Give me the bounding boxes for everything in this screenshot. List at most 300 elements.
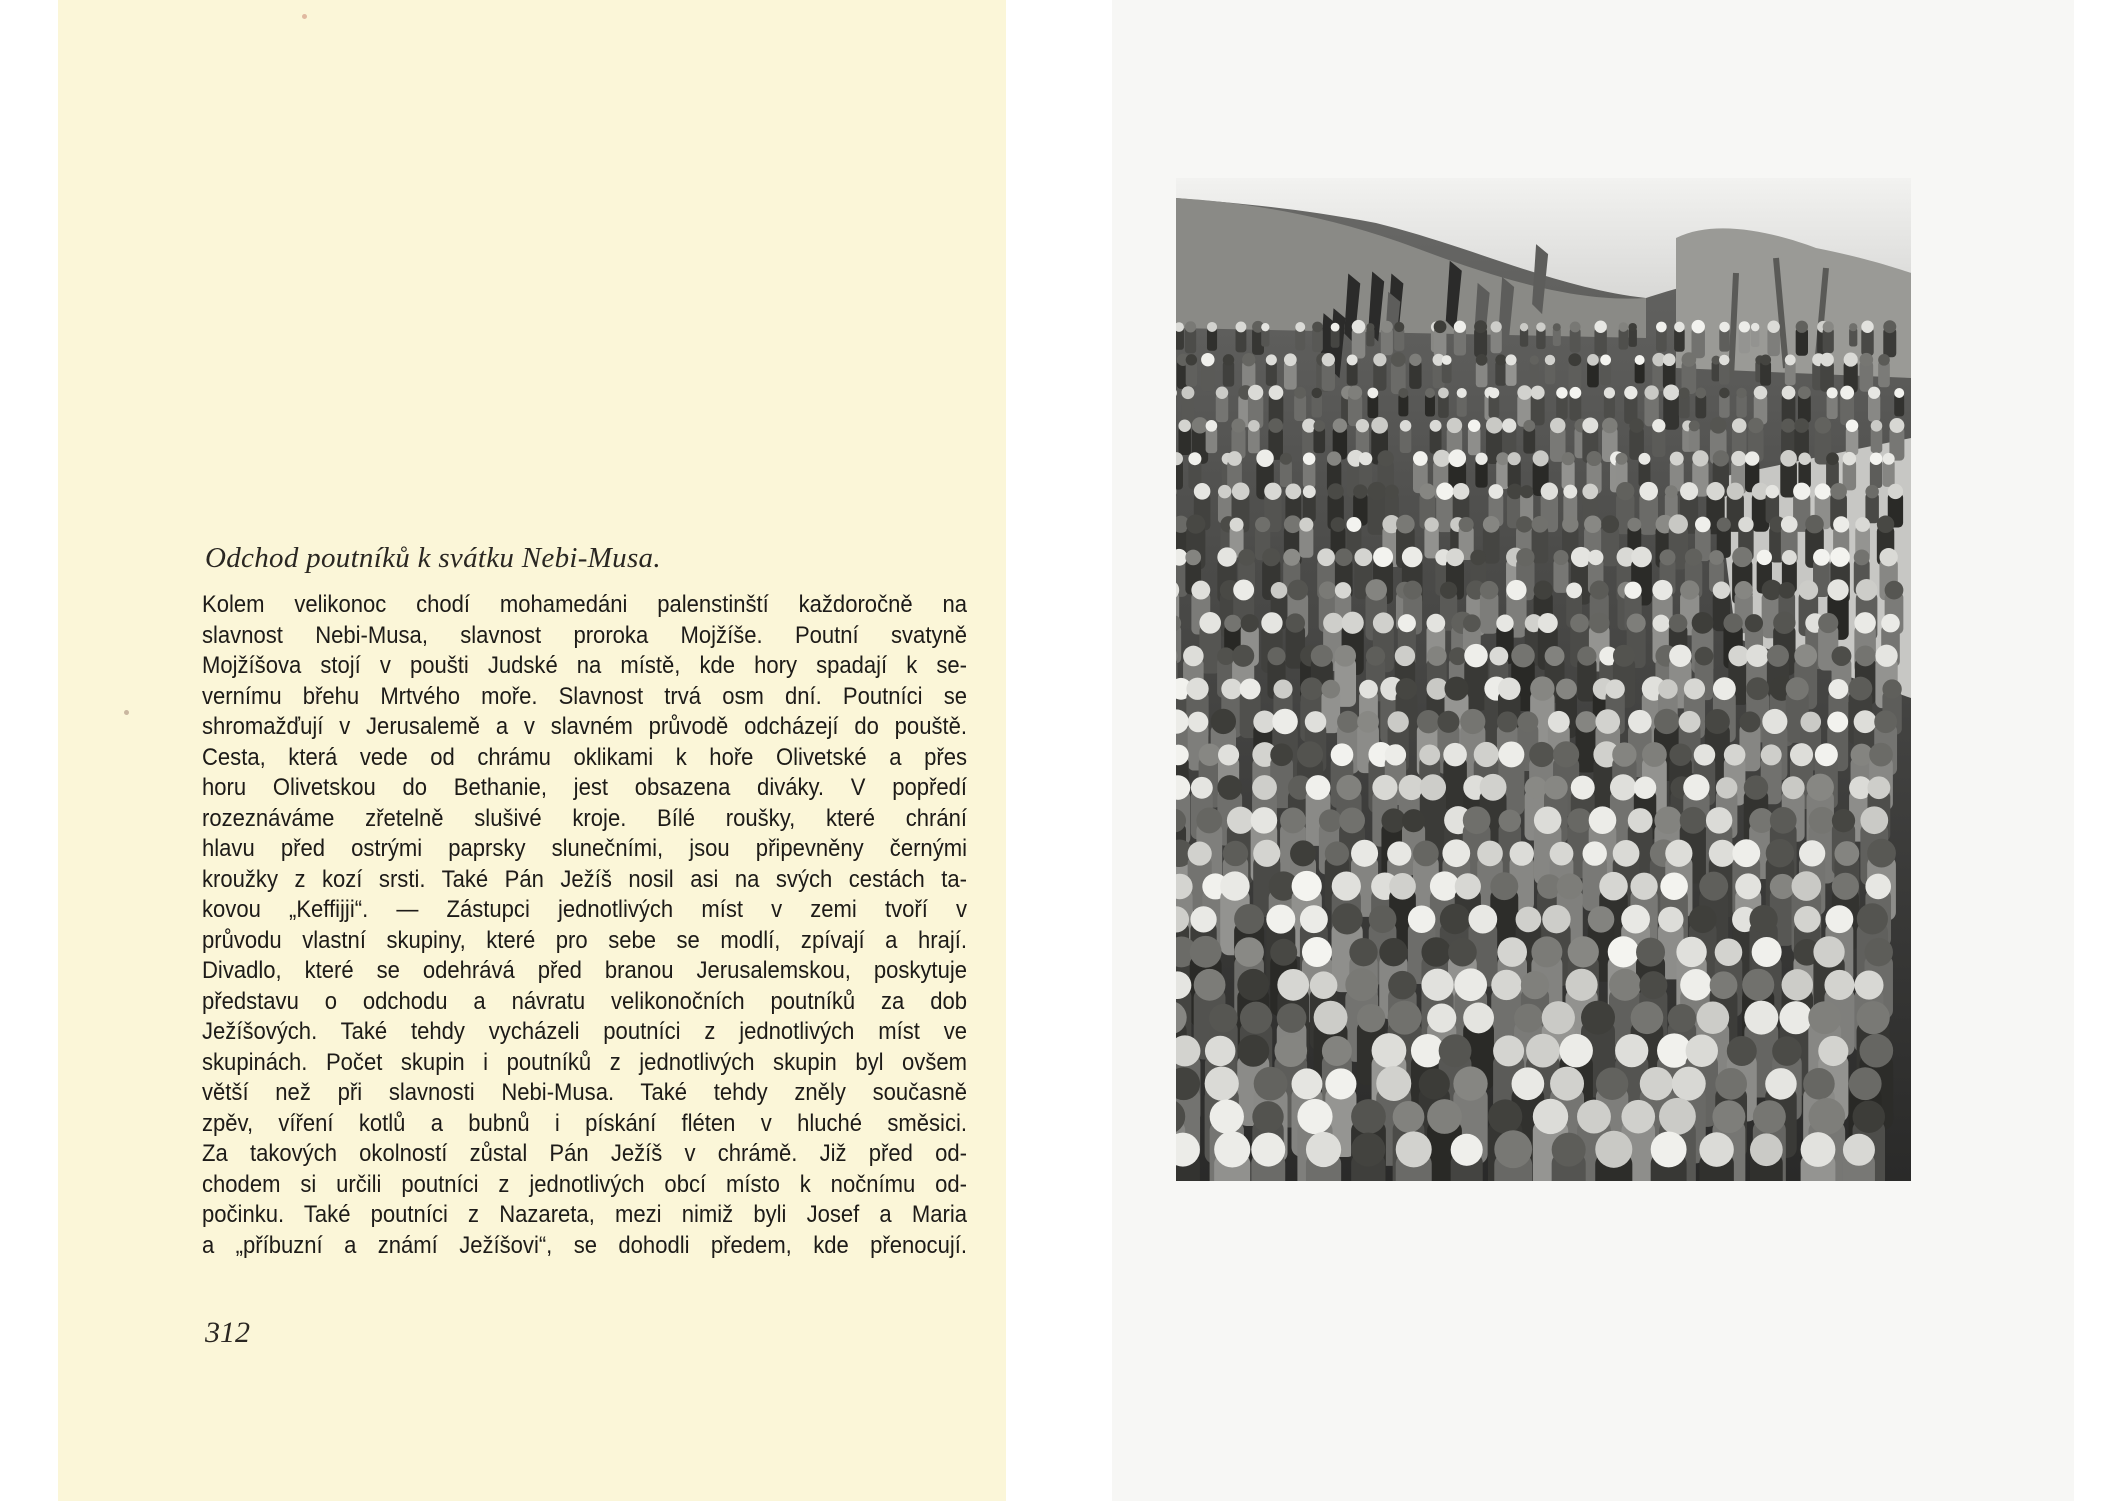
figure-head xyxy=(1782,969,1813,1000)
figure-head xyxy=(1302,937,1332,967)
figure-head xyxy=(1232,482,1250,500)
figure-head xyxy=(1389,873,1416,900)
figure-head xyxy=(1782,386,1796,400)
figure-head xyxy=(1888,484,1903,499)
figure-head xyxy=(1786,677,1809,700)
figure-head xyxy=(1319,809,1342,832)
figure-head xyxy=(1217,647,1235,665)
figure-head xyxy=(1199,612,1221,634)
figure-head xyxy=(1508,452,1521,465)
figure-head xyxy=(1335,548,1353,566)
figure-head xyxy=(1601,515,1619,533)
figure-head xyxy=(1610,774,1636,800)
figure-head xyxy=(1460,709,1485,734)
figure-head xyxy=(1557,873,1583,899)
figure-head xyxy=(1255,517,1270,532)
figure-head xyxy=(1322,1036,1352,1066)
figure-head xyxy=(1874,710,1897,733)
figure-head xyxy=(1854,971,1883,1000)
figure-head xyxy=(1436,483,1453,500)
figure-head xyxy=(1231,419,1245,433)
figure-head xyxy=(1365,579,1387,601)
figure-head xyxy=(1672,1067,1706,1101)
text-line: skupinách. Počet skupin i poutníků z jednotlivých skupin byl ovšem xyxy=(202,1048,967,1076)
figure-head xyxy=(1516,516,1532,532)
figure-head xyxy=(1545,646,1565,666)
figure-head xyxy=(1865,485,1878,498)
figure-head xyxy=(1366,323,1374,331)
figure-head xyxy=(1669,744,1691,766)
figure-head xyxy=(1426,614,1445,633)
figure-head xyxy=(1793,483,1810,500)
text-line: shromažďují v Jerusalemě a v slavném průvodě odcházejí do pouště. xyxy=(202,713,967,740)
figure-head xyxy=(1220,871,1249,900)
figure-head xyxy=(1442,839,1470,867)
figure-head xyxy=(1497,937,1527,967)
figure-head xyxy=(1684,678,1705,699)
figure-head xyxy=(1388,971,1417,1000)
figure-head xyxy=(1216,387,1228,399)
figure-head xyxy=(1421,937,1450,966)
figure-head xyxy=(1286,613,1305,632)
figure-head xyxy=(1417,710,1440,733)
figure-head xyxy=(1644,385,1658,399)
figure-head xyxy=(1351,1133,1385,1167)
figure-head xyxy=(1818,1036,1848,1066)
figure-head xyxy=(1400,420,1412,432)
figure-head xyxy=(1745,614,1763,632)
figure-head xyxy=(1194,969,1226,1001)
paper-speck xyxy=(302,14,307,19)
figure-head xyxy=(1550,842,1574,866)
figure-head xyxy=(1570,614,1589,633)
figure-head xyxy=(1345,968,1378,1001)
figure-head xyxy=(1566,582,1582,598)
figure-head xyxy=(1652,419,1665,432)
figure-head xyxy=(1520,323,1528,331)
figure-head xyxy=(1766,485,1780,499)
figure-head xyxy=(1715,938,1743,966)
figure-head xyxy=(1875,645,1897,667)
figure-head xyxy=(1425,388,1435,398)
figure-head xyxy=(1206,420,1218,432)
figure-head xyxy=(1529,742,1554,767)
figure-head xyxy=(1464,644,1487,667)
figure-head xyxy=(1595,1131,1632,1168)
figure-head xyxy=(1609,969,1641,1001)
figure-head xyxy=(1474,320,1487,333)
figure-head xyxy=(1823,321,1834,332)
figure-head xyxy=(1196,807,1222,833)
figure-head xyxy=(1751,323,1759,331)
figure-head xyxy=(1237,969,1269,1001)
figure-head xyxy=(1526,1034,1560,1068)
figure-head xyxy=(1491,970,1521,1000)
figure-head xyxy=(1322,353,1335,366)
figure-head xyxy=(1695,647,1714,666)
figure-head xyxy=(1669,614,1688,633)
figure-head xyxy=(1683,774,1709,800)
figure-head xyxy=(1356,419,1369,432)
figure-head xyxy=(1211,709,1236,734)
figure-head xyxy=(1738,517,1753,532)
figure-head xyxy=(1628,323,1636,331)
figure-head xyxy=(1270,939,1297,966)
figure-head xyxy=(1629,418,1644,433)
figure-head xyxy=(1865,874,1891,900)
figure-head xyxy=(1252,775,1277,800)
figure-head xyxy=(1327,483,1343,499)
figure-head xyxy=(1317,548,1335,566)
figure-head xyxy=(1674,322,1685,333)
figure-head xyxy=(1446,548,1464,566)
figure-head xyxy=(1691,320,1704,333)
figure-head xyxy=(1217,775,1242,800)
figure-head xyxy=(1506,580,1526,600)
figure-head xyxy=(1595,709,1620,734)
figure-head xyxy=(1292,871,1322,901)
figure-head xyxy=(1735,873,1761,899)
figure-head xyxy=(1290,840,1316,866)
figure-head xyxy=(1882,679,1901,698)
figure-head xyxy=(1236,322,1247,333)
figure-head xyxy=(1659,1098,1696,1135)
figure-head xyxy=(1310,971,1338,999)
figure-head xyxy=(1398,388,1408,398)
figure-head xyxy=(1393,1101,1425,1133)
figure-head xyxy=(1186,514,1205,533)
figure-head xyxy=(1660,549,1676,565)
figure-head xyxy=(1448,449,1466,467)
figure-head xyxy=(1820,353,1834,367)
figure-head xyxy=(1710,417,1727,434)
figure-head xyxy=(1357,711,1379,733)
figure-head xyxy=(1859,353,1873,367)
figure-head xyxy=(1409,354,1421,366)
figure-head xyxy=(1185,550,1201,566)
figure-head xyxy=(1463,1003,1494,1034)
figure-head xyxy=(1639,482,1658,501)
text-line: chodem si určili poutníci z jednotlivých obcí místo k nočnímu od- xyxy=(202,1170,967,1198)
figure-head xyxy=(1516,907,1542,933)
figure-head xyxy=(1447,418,1462,433)
figure-head xyxy=(1679,388,1690,399)
figure-head xyxy=(1724,744,1746,766)
figure-head xyxy=(1277,1003,1307,1033)
figure-head xyxy=(1483,516,1500,533)
figure-head xyxy=(1757,550,1772,565)
figure-head xyxy=(1652,580,1672,600)
figure-head xyxy=(1496,615,1513,632)
figure-head xyxy=(1542,905,1570,933)
text-line: Za takových okolností zůstal Pán Ježíš v chrámě. Již před od- xyxy=(202,1140,967,1167)
figure-head xyxy=(1335,582,1351,598)
figure-head xyxy=(1332,871,1361,900)
figure-head xyxy=(1240,1002,1272,1034)
figure-head xyxy=(1782,550,1797,565)
figure-head xyxy=(1742,969,1774,1001)
figure-head xyxy=(1594,321,1606,333)
figure-head xyxy=(1337,711,1359,733)
figure-head xyxy=(1530,355,1539,364)
figure-head xyxy=(1348,385,1362,399)
figure-head xyxy=(1248,385,1263,400)
figure-head xyxy=(1194,483,1211,500)
figure-head xyxy=(1545,355,1555,365)
figure-head xyxy=(1357,1004,1385,1032)
figure-head xyxy=(1767,645,1789,667)
figure-head xyxy=(1201,353,1214,366)
figure-head xyxy=(1372,775,1397,800)
figure-head xyxy=(1818,613,1838,633)
text-line: větší než při slavnosti Nebi-Musa. Také tehdy zněly současně xyxy=(202,1079,967,1106)
figure-head xyxy=(1699,1132,1734,1167)
figure-head xyxy=(1448,938,1477,967)
text-line: Divadlo, které se odehrává před branou Jerusalemskou, poskytuje xyxy=(202,957,967,984)
figure-head xyxy=(1604,387,1615,398)
figure-head xyxy=(1185,321,1196,332)
figure-head xyxy=(1825,905,1853,933)
figure-head xyxy=(1227,451,1242,466)
figure-head xyxy=(1590,581,1609,600)
figure-head xyxy=(1359,680,1378,699)
figure-head xyxy=(1359,452,1372,465)
photo-caption: Odchod poutníků k svátku Nebi-Musa. xyxy=(205,542,661,574)
figure-head xyxy=(1183,646,1204,667)
figure-head xyxy=(1628,710,1652,734)
figure-head xyxy=(1468,419,1481,432)
figure-head xyxy=(1815,483,1831,499)
figure-head xyxy=(1403,581,1422,600)
figure-head xyxy=(1476,354,1488,366)
figure-head xyxy=(1280,808,1306,834)
figure-head xyxy=(1498,741,1524,767)
figure-head xyxy=(1232,645,1254,667)
figure-head xyxy=(1477,841,1503,867)
figure-head xyxy=(1713,582,1730,599)
figure-head xyxy=(1218,744,1239,765)
figure-head xyxy=(1856,579,1878,601)
figure-head xyxy=(1468,905,1497,934)
figure-head xyxy=(1490,872,1518,900)
figure-head xyxy=(1630,873,1657,900)
figure-head xyxy=(1813,936,1844,967)
figure-head xyxy=(1713,677,1736,700)
figure-head xyxy=(1207,322,1217,332)
figure-head xyxy=(1746,644,1769,667)
figure-head xyxy=(1624,582,1641,599)
figure-head xyxy=(1517,711,1538,732)
figure-head xyxy=(1854,549,1870,565)
figure-head xyxy=(1800,712,1821,733)
figure-head xyxy=(1719,355,1730,366)
figure-head xyxy=(1827,579,1848,600)
figure-head xyxy=(1748,418,1763,433)
figure-head xyxy=(1440,904,1470,934)
figure-head xyxy=(1181,386,1194,399)
figure-head xyxy=(1521,971,1549,999)
figure-head xyxy=(1368,482,1387,501)
figure-head xyxy=(1223,354,1234,365)
figure-head xyxy=(1765,1068,1796,1099)
figure-head xyxy=(1353,484,1367,498)
figure-head xyxy=(1631,1001,1664,1034)
figure-head xyxy=(1636,938,1665,967)
figure-head xyxy=(1525,777,1547,799)
figure-head xyxy=(1556,387,1567,398)
figure-head xyxy=(1221,679,1242,700)
figure-head xyxy=(1297,741,1323,767)
body-text xyxy=(202,590,967,1261)
text-line: slavnost Nebi-Musa, slavnost proroka Mojžíše. Poutní svatyně xyxy=(202,621,967,649)
figure-head xyxy=(1495,354,1506,365)
figure-head xyxy=(1651,1131,1687,1167)
figure-head xyxy=(1457,388,1467,398)
figure-head xyxy=(1312,322,1323,333)
figure-head xyxy=(1218,485,1231,498)
figure-head xyxy=(1533,1099,1568,1134)
figure-head xyxy=(1300,677,1323,700)
figure-head xyxy=(1396,1131,1432,1167)
figure-head xyxy=(1815,417,1832,434)
figure-head xyxy=(1300,905,1328,933)
figure-head xyxy=(1427,1099,1462,1134)
figure-head xyxy=(1517,385,1532,400)
figure-head xyxy=(1486,417,1502,433)
figure-head xyxy=(1790,743,1813,766)
figure-head xyxy=(1398,614,1416,632)
text-line: rozeznáváme zřetelně slušivé kroje. Bílé roušky, které chrání xyxy=(202,804,967,832)
figure-head xyxy=(1676,937,1706,967)
figure-head xyxy=(1366,646,1385,665)
figure-head xyxy=(1325,841,1349,865)
figure-head xyxy=(1857,1001,1890,1034)
figure-head xyxy=(1369,905,1397,933)
text-line: kroužky z kozí srsti. Také Pán Ježíš nosil asi na svých cestách ta- xyxy=(202,865,967,893)
figure-head xyxy=(1785,354,1796,365)
figure-head xyxy=(1569,387,1581,399)
figure-head xyxy=(1778,582,1795,599)
figure-head xyxy=(1599,872,1628,901)
figure-head xyxy=(1861,321,1873,333)
figure-head xyxy=(1750,1133,1783,1166)
figure-head xyxy=(1205,1066,1239,1100)
figure-head xyxy=(1475,453,1487,465)
figure-head xyxy=(1606,679,1625,698)
figure-head xyxy=(1746,677,1769,700)
figure-head xyxy=(1568,936,1599,967)
figure-head xyxy=(1621,905,1650,934)
figure-head xyxy=(1680,969,1712,1001)
figure-head xyxy=(1530,676,1554,700)
figure-head xyxy=(1727,1036,1757,1066)
figure-head xyxy=(1717,518,1731,532)
figure-head xyxy=(1634,777,1656,799)
figure-head xyxy=(1520,485,1533,498)
figure-head xyxy=(1732,547,1752,567)
figure-head xyxy=(1494,1130,1532,1168)
figure-head xyxy=(1670,452,1684,466)
page-gutter xyxy=(1006,0,1112,1501)
figure-head xyxy=(1695,388,1706,399)
figure-head xyxy=(1761,744,1782,765)
figure-head xyxy=(1217,547,1236,566)
figure-head xyxy=(1541,483,1558,500)
figure-head xyxy=(1264,483,1281,500)
figure-head xyxy=(1305,711,1326,732)
figure-head xyxy=(1424,517,1438,531)
figure-head xyxy=(1719,388,1730,399)
text-line: Mojžíšova stojí v poušti Judské na místě, kde hory spadají k se- xyxy=(202,652,967,679)
figure-head xyxy=(1860,806,1888,834)
figure-head xyxy=(1589,613,1610,634)
figure-head xyxy=(1680,580,1699,599)
figure-head xyxy=(1430,420,1442,432)
figure-head xyxy=(1706,807,1732,833)
figure-head xyxy=(1385,744,1406,765)
figure-head xyxy=(1685,549,1702,566)
figure-head xyxy=(1699,872,1728,901)
figure-head xyxy=(1712,1100,1745,1133)
figure-head xyxy=(1419,483,1435,499)
figure-head xyxy=(1234,904,1264,934)
figure-head xyxy=(1506,354,1517,365)
figure-head xyxy=(1869,743,1893,767)
figure-head xyxy=(1186,354,1197,365)
figure-head xyxy=(1739,711,1760,732)
figure-head xyxy=(1288,580,1309,601)
figure-head xyxy=(1395,646,1415,666)
figure-head xyxy=(1695,517,1711,533)
figure-head xyxy=(1613,645,1635,667)
figure-head xyxy=(1682,352,1697,367)
figure-head xyxy=(1262,548,1280,566)
figure-head xyxy=(1280,453,1292,465)
figure-head xyxy=(1767,320,1780,333)
figure-head xyxy=(1427,1003,1456,1032)
figure-head xyxy=(1596,1068,1628,1100)
figure-head xyxy=(1419,744,1440,765)
figure-head xyxy=(1853,1101,1885,1133)
figure-head xyxy=(1878,354,1890,366)
figure-head xyxy=(1534,580,1553,599)
figure-head xyxy=(1396,515,1415,534)
figure-head xyxy=(1413,451,1428,466)
figure-head xyxy=(1624,386,1637,399)
figure-head xyxy=(1251,1133,1285,1167)
figure-head xyxy=(1548,711,1570,733)
figure-head xyxy=(1744,775,1768,799)
figure-head xyxy=(1394,322,1404,332)
figure-head xyxy=(1434,320,1447,333)
figure-head xyxy=(1608,936,1639,967)
figure-head xyxy=(1373,547,1393,567)
figure-head xyxy=(1332,903,1363,934)
figure-head xyxy=(1723,613,1742,632)
figure-head xyxy=(1532,516,1549,533)
figure-head xyxy=(1493,1035,1524,1066)
figure-head xyxy=(1577,646,1596,665)
figure-head xyxy=(1854,612,1875,633)
figure-head xyxy=(1230,518,1244,532)
figure-head xyxy=(1809,1098,1846,1135)
figure-head xyxy=(1694,744,1715,765)
figure-head xyxy=(1616,453,1628,465)
figure-head xyxy=(1656,322,1667,333)
figure-head xyxy=(1388,1001,1422,1035)
figure-head xyxy=(1387,841,1411,865)
figure-head xyxy=(1628,808,1653,833)
